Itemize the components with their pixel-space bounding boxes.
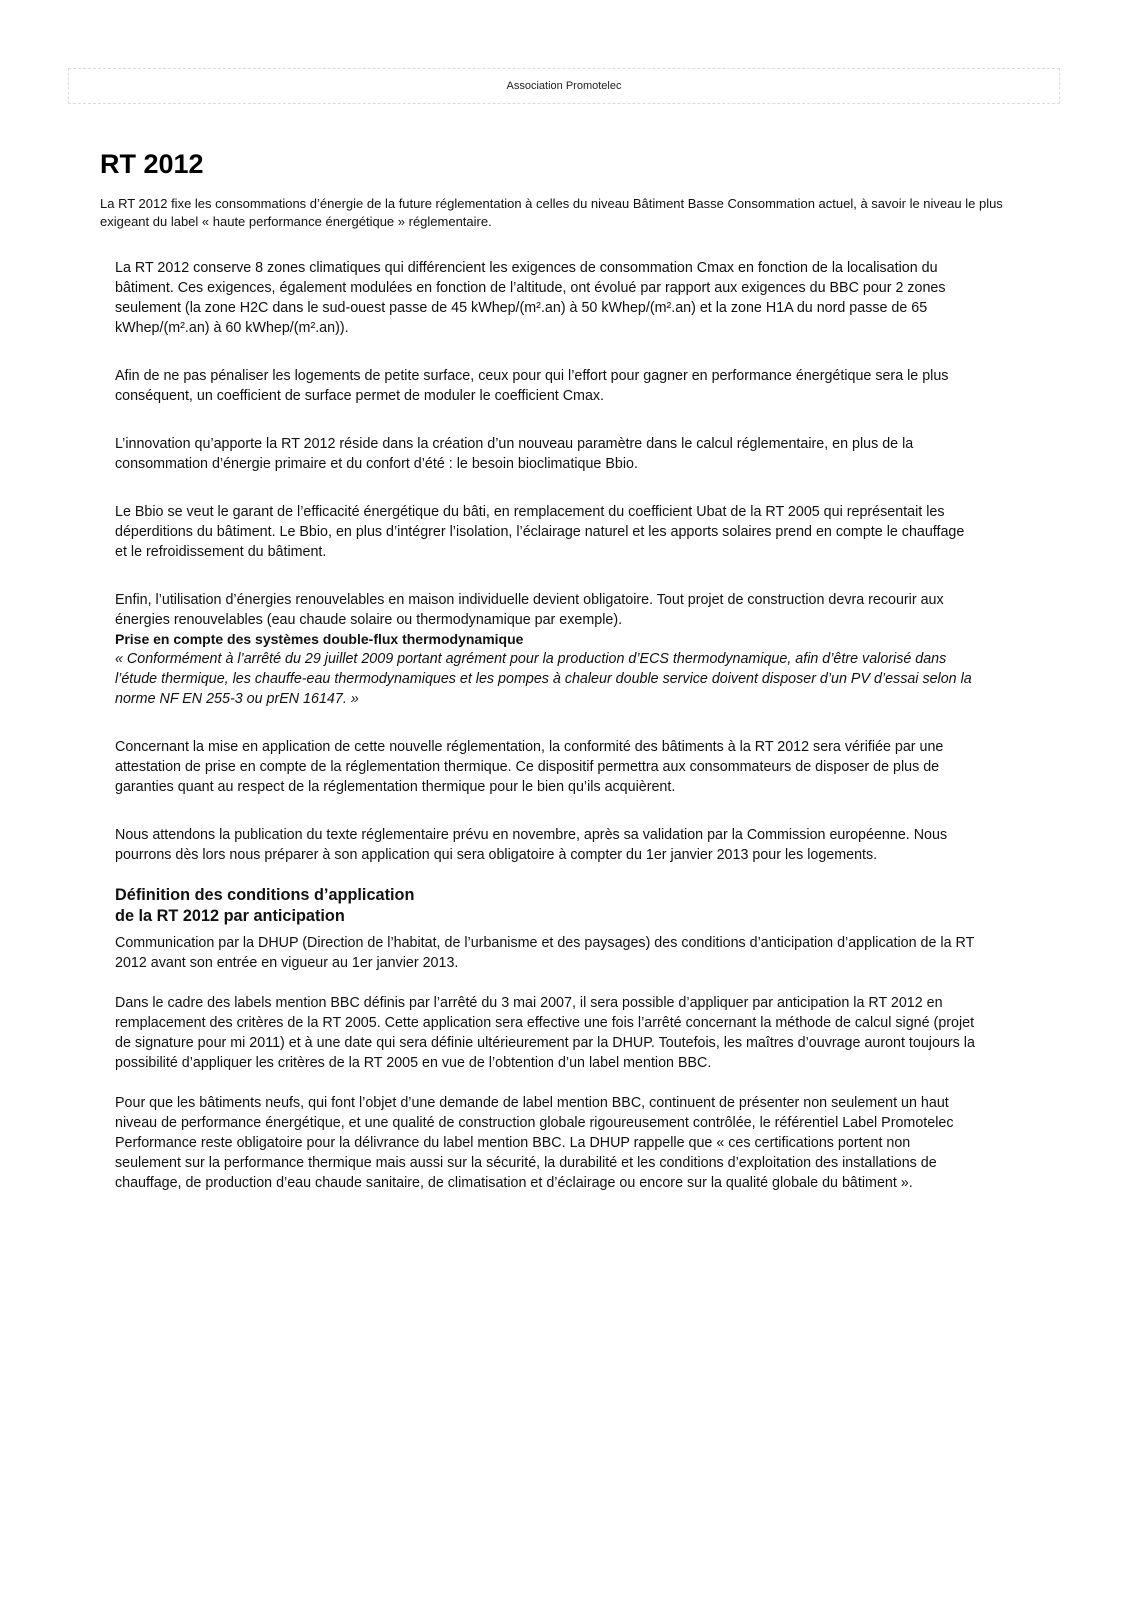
subheading: Prise en compte des systèmes double-flux thermodynamique: [115, 631, 524, 647]
article-body: [115, 258, 975, 1193]
page-header: [68, 68, 1060, 104]
document-title: RT 2012: [100, 149, 204, 179]
header-organization: Association Promotelec: [506, 80, 622, 92]
section-paragraph: Pour que les bâtiments neufs, qui font l’objet d’une demande de label mention BBC, continuent de présenter non seulement un haut niveau de performance énergétique, et une qualité de construction globale rigoureusement contrôlée, le référentiel Label Promotelec Performance reste obligatoire pour la délivrance du label mention BBC. La DHUP rappelle que « ces certifications portent non seulement sur la performance thermique mais aussi sur la sécurité, la durabilité et les conditions d’exploitation des installations de chauffage, de production d’eau chaude sanitaire, de climatisation et d’éclairage ou encore sur la qualité globale du bâtiment ».: [115, 1095, 954, 1191]
paragraph: L’innovation qu’apporte la RT 2012 réside dans la création d’un nouveau paramètre dans le calcul réglementaire, en plus de la consommation d’énergie primaire et du confort d’été : le besoin bioclimatique Bbio.: [115, 436, 914, 472]
paragraph: Enfin, l’utilisation d’énergies renouvelables en maison individuelle devient obligatoire. Tout projet de construction devra recourir aux énergies renouvelables (eau chaude solaire ou thermodynamique par exemple).: [115, 592, 944, 628]
paragraph: Le Bbio se veut le garant de l’efficacité énergétique du bâti, en remplacement du coefficient Ubat de la RT 2005 qui représentait les déperditions du bâtiment. Le Bbio, en plus d’intégrer l’isolation, l’éclairage naturel et les apports solaires prend en compte le chauffage et le refroidissement du bâtiment.: [115, 504, 965, 560]
section-title-line: de la RT 2012 par anticipation: [115, 907, 345, 925]
paragraph: Nous attendons la publication du texte réglementaire prévu en novembre, après sa validation par la Commission européenne. Nous pourrons dès lors nous préparer à son application qui sera obligatoire à compter du 1er janvier 2013 pour les logements.: [115, 827, 948, 863]
section-paragraph: Dans le cadre des labels mention BBC définis par l’arrêté du 3 mai 2007, il sera possible d’appliquer par anticipation la RT 2012 en remplacement des critères de la RT 2005. Cette application sera effective une fois l’arrêté concernant la méthode de calcul signé (projet de signature pour mi 2011) et à une date qui sera définie ultérieurement par la DHUP. Toutefois, les maîtres d’ouvrage auront toujours la possibilité d’appliquer les critères de la RT 2005 en vue de l’obtention d’un label mention BBC.: [115, 995, 975, 1071]
quote: « Conformément à l’arrêté du 29 juillet 2009 portant agrément pour la production d’ECS thermodynamique, afin d’être valorisé dans l’étude thermique, les chauffe-eau thermodynamiques et les pompes à chaleur double service doivent disposer d’un PV d’essai selon la norme NF EN 255-3 ou prEN 16147. »: [115, 651, 972, 707]
section-heading: [115, 885, 975, 927]
intro-paragraph: La RT 2012 fixe les consommations d’énergie de la future réglementation à celles du niveau Bâtiment Basse Consommation actuel, à savoir le niveau le plus exigeant du label « haute performance énergétique » réglementaire.: [100, 196, 1003, 229]
paragraph: Concernant la mise en application de cette nouvelle réglementation, la conformité des bâtiments à la RT 2012 sera vérifiée par une attestation de prise en compte de la réglementation thermique. Ce dispositif permettra aux consommateurs de disposer de plus de garanties quant au respect de la réglementation thermique pour le bien qu’ils acquièrent.: [115, 739, 944, 795]
paragraph: Afin de ne pas pénaliser les logements de petite surface, ceux pour qui l’effort pour gagner en performance énergétique sera le plus conséquent, un coefficient de surface permet de moduler le coefficient Cmax.: [115, 368, 949, 404]
paragraph: La RT 2012 conserve 8 zones climatiques qui différencient les exigences de consommation Cmax en fonction de la localisation du bâtiment. Ces exigences, également modulées en fonction de l’altitude, ont évolué par rapport aux exigences du BBC pour 2 zones seulement (la zone H2C dans le sud-ouest passe de 45 kWhep/(m².an) à 50 kWhep/(m².an) et la zone H1A du nord passe de 65 kWhep/(m².an) à 60 kWhep/(m².an)).: [115, 260, 946, 336]
section-title-line: Définition des conditions d’application: [115, 886, 415, 904]
section-paragraph: Communication par la DHUP (Direction de l’habitat, de l’urbanisme et des paysages) des conditions d’anticipation d’application de la RT 2012 avant son entrée en vigueur au 1er janvier 2013.: [115, 935, 975, 971]
